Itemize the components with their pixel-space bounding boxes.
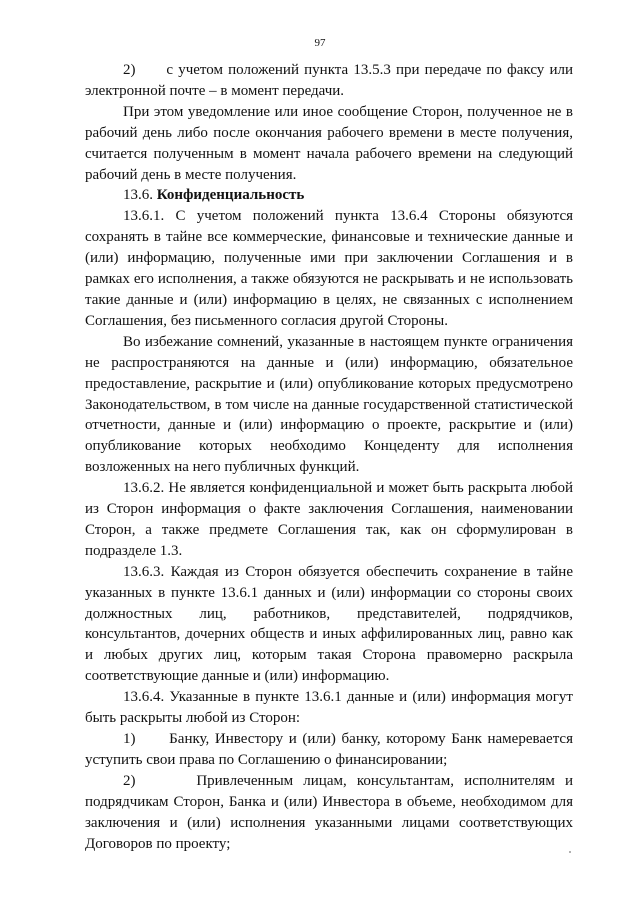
section-number: 13.6. bbox=[123, 187, 153, 204]
clause-13-6-3: 13.6.3. Каждая из Сторон обязуется обеспечить сохранение в тайне указанных в пункте 13.6.1 данных и (или) информации со стороны своих должностных лиц, работников, представителей, подрядчиков, консультантов, дочерних обществ и иных аффилированных лиц, равно как и любых других лиц, которым такая Сторона правомерно раскрыла соответствующие данные и (или) информацию. bbox=[85, 563, 573, 685]
scan-speck bbox=[569, 851, 571, 853]
document-body bbox=[85, 60, 573, 854]
clause-13-6-2: 13.6.2. Не является конфиденциальной и может быть раскрыта любой из Сторон информация о факте заключения Соглашения, наименовании Сторон, а также предмете Соглашения так, как он сформулирован в подразделе 1.3. bbox=[85, 480, 573, 559]
list-item-1-bank: 1) Банку, Инвестору и (или) банку, которому Банк намеревается уступить свои права по Соглашению о финансировании; bbox=[85, 731, 573, 768]
list-item-2-contractors: 2) Привлеченным лицам, консультантам, исполнителям и подрядчикам Сторон, Банка и (или) Инвестора в объеме, необходимом для заключения и (или) исполнения указанными лицами соответствующих Договоров по проекту; bbox=[85, 772, 573, 852]
paragraph-exceptions: Во избежание сомнений, указанные в настоящем пункте ограничения не распространяются на данные и (или) информацию, обязательное предоставление, раскрытие и (или) опубликование которых предусмотрено Законодательством, в том числе на данные государственной статистической отчетности, данные и (или) информацию о проекте, раскрытие и (или) опубликование которых необходимо Концеденту для исполнения возложенных на него публичных функций. bbox=[85, 333, 573, 476]
page-number: 97 bbox=[314, 37, 326, 49]
section-title: Конфиденциальность bbox=[156, 187, 305, 204]
section-heading bbox=[85, 185, 573, 206]
list-item-2-fax: 2) с учетом положений пункта 13.5.3 при передаче по факсу или электронной почте – в момент передачи. bbox=[85, 62, 573, 99]
clause-13-6-1: 13.6.1. С учетом положений пункта 13.6.4 Стороны обязуются сохранять в тайне все коммерческие, финансовые и технические данные и (или) информацию, полученные ими при заключении Соглашения и в рамках его исполнения, а также обязуются не раскрывать и не использовать такие данные и (или) информацию в целях, не связанных с исполнением Соглашения, без письменного согласия другой Стороны. bbox=[85, 208, 573, 329]
paragraph-receipt-time: При этом уведомление или иное сообщение Сторон, полученное не в рабочий день либо после окончания рабочего времени в месте получения, считается полученным в момент начала рабочего времени на следующий рабочий день в месте получения. bbox=[85, 103, 573, 183]
clause-13-6-4: 13.6.4. Указанные в пункте 13.6.1 данные и (или) информация могут быть раскрыты любой из Сторон: bbox=[85, 689, 573, 727]
